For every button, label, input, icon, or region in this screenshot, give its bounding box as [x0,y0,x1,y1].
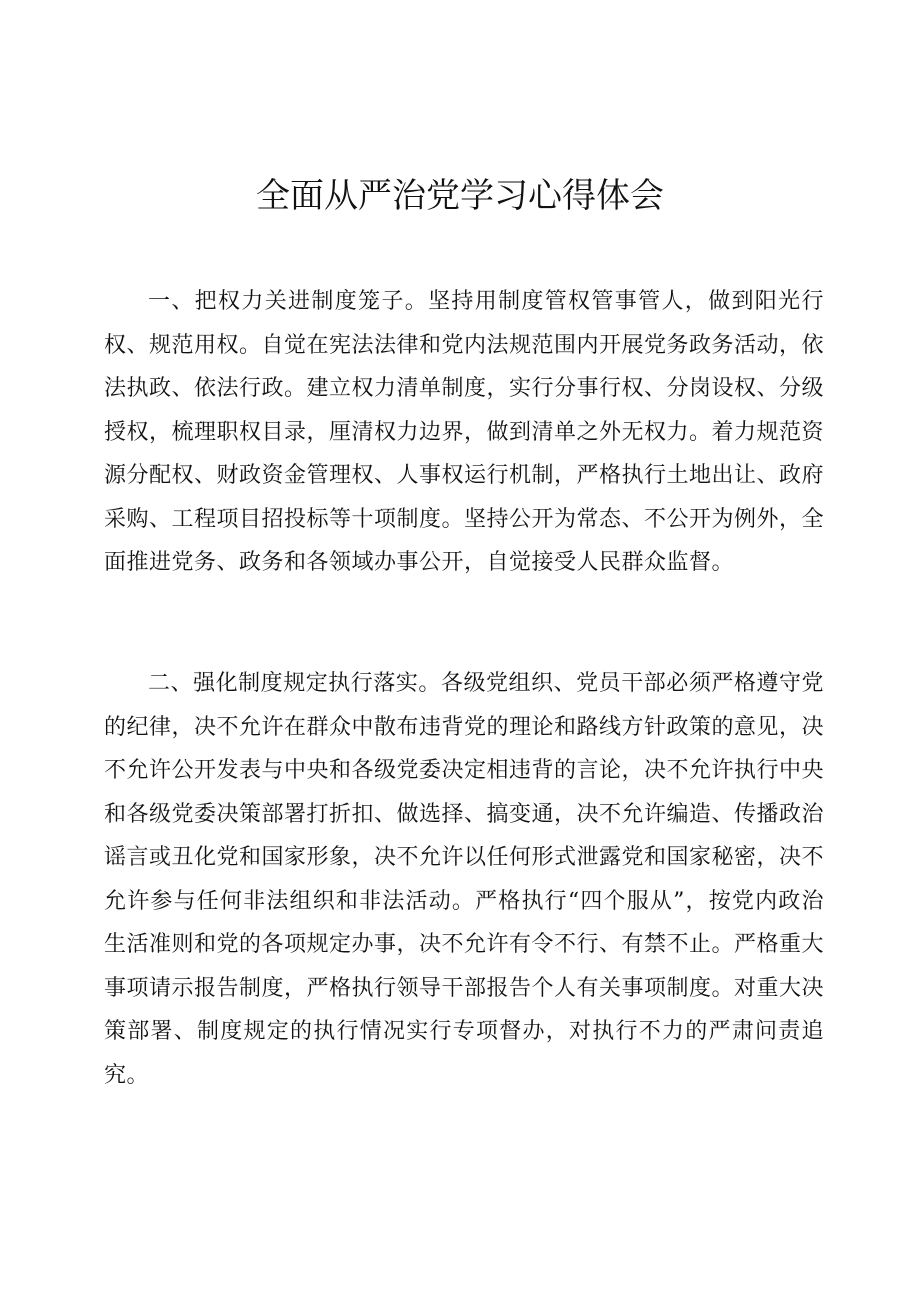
paragraph-1: 一、把权力关进制度笼子。坚持用制度管权管事管人，做到阳光行权、规范用权。自觉在宪法法律和党内法规范围内开展党务政务活动，依法执政、依法行政。建立权力清单制度，实行分事行权、分岗设权、分级授权，梳理职权目录，厘清权力边界，做到清单之外无权力。着力规范资源分配权、财政资金管理权、人事权运行机制，严格执行土地出让、政府采购、工程项目招投标等十项制度。坚持公开为常态、不公开为例外，全面推进党务、政务和各领域办事公开，自觉接受人民群众监督。 [104,289,825,575]
document-title: 全面从严治党学习心得体会 [256,176,664,216]
paragraph-2: 二、强化制度规定执行落实。各级党组织、党员干部必须严格遵守党的纪律，决不允许在群众中散布违背党的理论和路线方针政策的意见，决不允许公开发表与中央和各级党委决定相违背的言论，决不允许执行中央和各级党委决策部署打折扣、做选择、搞变通，决不允许编造、传播政治谣言或丑化党和国家形象，决不允许以任何形式泄露党和国家秘密，决不允许参与任何非法组织和非法活动。严格执行“四个服从”，按党内政治生活准则和党的各项规定办事，决不允许有令不行、有禁不止。严格重大事项请示报告制度，严格执行领导干部报告个人有关事项制度。对重大决策部署、制度规定的执行情况实行专项督办，对执行不力的严肃问责追究。 [104,671,825,1088]
